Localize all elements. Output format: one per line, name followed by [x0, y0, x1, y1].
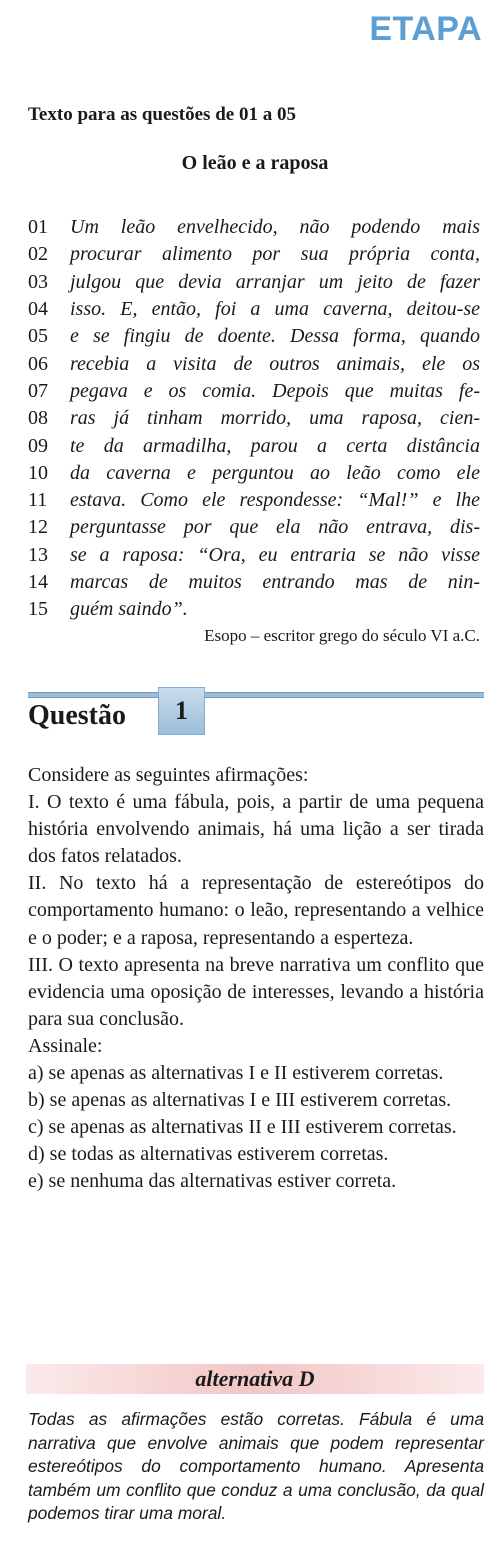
answer-text: alternativa D: [195, 1366, 315, 1391]
line-text: Um leão envelhecido, não podendo mais: [70, 216, 480, 239]
statement-i: I. O texto é uma fábula, pois, a partir de uma pequena história envolvendo animais, há uma lição a ser tirada dos fatos relatados.: [28, 791, 484, 868]
passage-line: [28, 542, 480, 569]
line-number: 15: [28, 598, 48, 621]
question-number: 1: [175, 696, 188, 725]
question-divider: [28, 692, 484, 698]
passage-line: [28, 405, 480, 432]
passage: [28, 214, 480, 623]
line-text: estava. Como ele respondesse: “Mal!” e lhe: [70, 489, 480, 512]
line-number: 09: [28, 434, 48, 457]
line-text: te da armadilha, parou a certa distância: [70, 434, 480, 457]
passage-line: [28, 487, 480, 514]
line-number: 11: [28, 489, 48, 512]
option-c: c) se apenas as alternativas II e III estiverem corretas.: [28, 1116, 457, 1139]
line-number: 12: [28, 516, 48, 539]
instruction: Assinale:: [28, 1034, 103, 1057]
passage-line: [28, 596, 480, 623]
answer-banner: [26, 1364, 484, 1394]
line-text: ras já tinham morrido, uma raposa, cien-: [70, 407, 480, 430]
line-number: 03: [28, 270, 48, 293]
statement-ii: II. No texto há a representação de estereótipos do comportamento humano: o leão, representando a velhice e o poder; e a raposa, representando a esperteza.: [28, 872, 484, 949]
line-number: 07: [28, 379, 48, 402]
question-body: [28, 762, 484, 1196]
line-number: 04: [28, 298, 48, 321]
line-text: guém saindo”.: [70, 598, 188, 621]
question-label: Questão: [28, 700, 132, 732]
line-text: recebia a visita de outros animais, ele os: [70, 352, 480, 375]
answer-explanation: Todas as afirmações estão corretas. Fábula é uma narrativa que envolve animais que podem representar estereótipos do comportamento humano. Apresenta também um conflito que conduz a uma conclusão, da qual podemos tirar uma moral.: [28, 1409, 484, 1524]
line-text: pegava e os comia. Depois que muitas fe-: [70, 379, 480, 402]
line-text: isso. E, então, foi a uma caverna, deitou-se: [70, 298, 480, 321]
line-text: e se fingiu de doente. Dessa forma, quando: [70, 325, 480, 348]
line-number: 14: [28, 571, 48, 593]
line-text: procurar alimento por sua própria conta,: [70, 243, 480, 266]
option-a: a) se apenas as alternativas I e II estiverem corretas.: [28, 1062, 444, 1085]
option-d: d) se todas as alternativas estiverem corretas.: [28, 1143, 389, 1166]
line-text: se a raposa: “Ora, eu entraria se não visse: [70, 543, 480, 566]
line-text: perguntasse por que ela não entrava, dis-: [70, 516, 480, 539]
line-text: marcas de muitos entrando mas de nin-: [70, 571, 480, 593]
line-text: julgou que devia arranjar um jeito de fazer: [70, 270, 480, 293]
question-intro: Considere as seguintes afirmações:: [28, 764, 309, 786]
line-number: 10: [28, 461, 48, 484]
passage-line: [28, 460, 480, 487]
passage-line: [28, 214, 480, 241]
passage-line: [28, 241, 480, 268]
question-number-badge: [158, 687, 205, 735]
line-text: da caverna e perguntou ao leão como ele: [70, 461, 480, 484]
passage-line: [28, 269, 480, 296]
line-number: 06: [28, 352, 48, 375]
line-number: 08: [28, 407, 48, 430]
line-number: 13: [28, 543, 48, 566]
passage-line: [28, 514, 480, 541]
line-number: 05: [28, 325, 48, 348]
line-number: 02: [28, 243, 48, 266]
passage-line: [28, 296, 480, 323]
statement-iii: III. O texto apresenta na breve narrativa um conflito que evidencia uma oposição de interesses, levando a história para sua conclusão.: [28, 953, 484, 1030]
passage-line: [28, 569, 480, 596]
etapa-logo: ETAPA: [369, 10, 482, 48]
passage-line: [28, 323, 480, 350]
passage-line: [28, 432, 480, 459]
option-e: e) se nenhuma das alternativas estiver correta.: [28, 1170, 397, 1193]
passage-line: [28, 378, 480, 405]
option-b: b) se apenas as alternativas I e III estiverem corretas.: [28, 1089, 452, 1112]
line-number: 01: [28, 216, 48, 239]
passage-line: [28, 350, 480, 377]
source-citation: Esopo – escritor grego do século VI a.C.: [204, 626, 480, 645]
text-title: O leão e a raposa: [181, 152, 329, 174]
section-title: Texto para as questões de 01 a 05: [28, 104, 296, 125]
